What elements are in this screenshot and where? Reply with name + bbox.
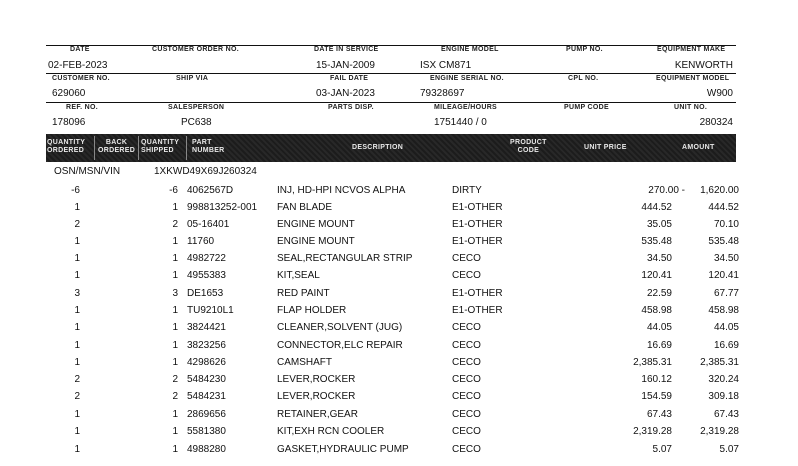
cell-price: 22.59 bbox=[646, 288, 672, 299]
table-row bbox=[0, 288, 798, 305]
label-ship-via: SHIP VIA bbox=[176, 75, 209, 82]
cell-shipped: 1 bbox=[172, 426, 178, 437]
cell-price: 444.52 bbox=[641, 202, 672, 213]
cell-shipped: 2 bbox=[172, 374, 178, 385]
cell-part: 2869656 bbox=[187, 409, 226, 420]
cell-desc: CLEANER,SOLVENT (JUG) bbox=[277, 322, 403, 333]
cell-shipped: 1 bbox=[172, 270, 178, 281]
col-qty-shipped bbox=[141, 139, 179, 155]
col-unit-price: UNIT PRICE bbox=[584, 144, 627, 151]
cell-part: 11760 bbox=[187, 236, 215, 247]
cell-part: 4955383 bbox=[187, 270, 226, 281]
table-row bbox=[0, 340, 798, 357]
cell-qty: 1 bbox=[74, 305, 80, 316]
value-salesperson: PC638 bbox=[181, 117, 212, 128]
header-rule-2 bbox=[46, 73, 736, 74]
cell-qty: 3 bbox=[74, 288, 80, 299]
label-fail-date: FAIL DATE bbox=[330, 75, 369, 82]
header-rule-3 bbox=[46, 102, 736, 103]
cell-qty: 1 bbox=[74, 236, 80, 247]
col-divider bbox=[186, 136, 187, 160]
col-back-ordered-line1: BACK bbox=[105, 139, 128, 146]
header-rule-1 bbox=[46, 45, 736, 46]
cell-part: 5484230 bbox=[187, 374, 226, 385]
column-header-bar bbox=[46, 134, 736, 162]
cell-qty: 1 bbox=[74, 270, 80, 281]
value-fail-date: 03-JAN-2023 bbox=[316, 88, 375, 99]
cell-qty: 1 bbox=[74, 444, 80, 455]
cell-amount: 444.52 bbox=[708, 202, 739, 213]
cell-desc: RED PAINT bbox=[277, 288, 330, 299]
cell-shipped: 1 bbox=[172, 409, 178, 420]
cell-part: 4982722 bbox=[187, 253, 226, 264]
table-row bbox=[0, 219, 798, 236]
value-date: 02-FEB-2023 bbox=[48, 60, 108, 71]
cell-code: E1-OTHER bbox=[452, 236, 503, 247]
cell-code: E1-OTHER bbox=[452, 288, 503, 299]
cell-code: CECO bbox=[452, 340, 481, 351]
cell-amount: 320.24 bbox=[708, 374, 739, 385]
cell-shipped: 1 bbox=[172, 305, 178, 316]
label-date: DATE bbox=[70, 46, 90, 53]
table-row bbox=[0, 305, 798, 322]
cell-code: CECO bbox=[452, 444, 481, 455]
cell-amount: 5.07 bbox=[719, 444, 739, 455]
value-ref-no: 178096 bbox=[52, 117, 86, 128]
value-customer-no: 629060 bbox=[52, 88, 86, 99]
cell-shipped: 2 bbox=[172, 391, 178, 402]
cell-desc: KIT,SEAL bbox=[277, 270, 320, 281]
cell-shipped: 1 bbox=[172, 357, 178, 368]
cell-qty: 1 bbox=[74, 322, 80, 333]
table-row bbox=[0, 202, 798, 219]
value-engine-serial: 79328697 bbox=[420, 88, 465, 99]
col-part-number-line2: NUMBER bbox=[192, 147, 225, 154]
cell-desc: KIT,EXH RCN COOLER bbox=[277, 426, 385, 437]
cell-amount: 34.50 bbox=[713, 253, 739, 264]
cell-qty: 2 bbox=[74, 219, 80, 230]
label-unit-no: UNIT NO. bbox=[674, 104, 708, 111]
cell-price: 270.00 - bbox=[648, 185, 685, 196]
cell-part: 3823256 bbox=[187, 340, 226, 351]
value-mileage: 1751440 / 0 bbox=[434, 117, 487, 128]
value-equipment-model: W900 bbox=[706, 88, 733, 99]
cell-part: 4062567D bbox=[187, 185, 234, 196]
table-row bbox=[0, 374, 798, 391]
col-description: DESCRIPTION bbox=[352, 144, 404, 151]
cell-price: 154.59 bbox=[641, 391, 672, 402]
col-qty-ordered-line2: ORDERED bbox=[47, 147, 85, 154]
col-back-ordered-line2: ORDERED bbox=[98, 147, 136, 154]
label-equipment-make: EQUIPMENT MAKE bbox=[657, 46, 726, 53]
cell-amount: 67.43 bbox=[713, 409, 739, 420]
col-product-code-line2: CODE bbox=[517, 147, 540, 154]
cell-price: 120.41 bbox=[641, 270, 672, 281]
value-date-in-service: 15-JAN-2009 bbox=[316, 60, 375, 71]
cell-part: 4298626 bbox=[187, 357, 226, 368]
label-date-in-service: DATE IN SERVICE bbox=[314, 46, 379, 53]
value-unit-no: 280324 bbox=[699, 117, 733, 128]
cell-amount: 67.77 bbox=[713, 288, 739, 299]
cell-desc: LEVER,ROCKER bbox=[277, 374, 356, 385]
cell-amount: 458.98 bbox=[708, 305, 739, 316]
cell-shipped: 1 bbox=[172, 202, 178, 213]
cell-amount: 309.18 bbox=[708, 391, 739, 402]
cell-amount: 16.69 bbox=[713, 340, 739, 351]
cell-desc: LEVER,ROCKER bbox=[277, 391, 356, 402]
cell-code: CECO bbox=[452, 426, 481, 437]
cell-price: 35.05 bbox=[646, 219, 672, 230]
table-row bbox=[0, 444, 798, 461]
cell-desc: CAMSHAFT bbox=[277, 357, 332, 368]
vin-label: OSN/MSN/VIN bbox=[54, 166, 121, 177]
cell-code: E1-OTHER bbox=[452, 202, 503, 213]
col-qty-shipped-line1: QUANTITY bbox=[141, 139, 180, 146]
cell-price: 5.07 bbox=[652, 444, 672, 455]
cell-shipped: 1 bbox=[172, 444, 178, 455]
cell-shipped: 3 bbox=[172, 288, 178, 299]
cell-price: 67.43 bbox=[646, 409, 672, 420]
cell-price: 44.05 bbox=[646, 322, 672, 333]
cell-shipped: 1 bbox=[172, 253, 178, 264]
table-row bbox=[0, 426, 798, 443]
vin-value: 1XKWD49X69J260324 bbox=[154, 166, 257, 177]
cell-desc: GASKET,HYDRAULIC PUMP bbox=[277, 444, 409, 455]
table-row bbox=[0, 357, 798, 374]
cell-part: 05-16401 bbox=[187, 219, 230, 230]
col-qty-shipped-line2: SHIPPED bbox=[141, 147, 174, 154]
cell-desc: FAN BLADE bbox=[277, 202, 333, 213]
label-engine-serial: ENGINE SERIAL NO. bbox=[430, 75, 504, 82]
cell-code: CECO bbox=[452, 357, 481, 368]
cell-code: CECO bbox=[452, 322, 481, 333]
table-row bbox=[0, 270, 798, 287]
cell-qty: -6 bbox=[71, 185, 80, 196]
cell-code: CECO bbox=[452, 270, 481, 281]
cell-qty: 1 bbox=[74, 426, 80, 437]
col-qty-ordered bbox=[47, 139, 85, 155]
label-engine-model: ENGINE MODEL bbox=[441, 46, 499, 53]
cell-qty: 2 bbox=[74, 374, 80, 385]
cell-code: E1-OTHER bbox=[452, 219, 503, 230]
cell-desc: INJ, HD-HPI NCVOS ALPHA bbox=[277, 185, 406, 196]
label-customer-no: CUSTOMER NO. bbox=[52, 75, 110, 82]
cell-qty: 1 bbox=[74, 340, 80, 351]
table-row bbox=[0, 391, 798, 408]
table-row bbox=[0, 253, 798, 270]
cell-part: 998813252-001 bbox=[187, 202, 258, 213]
cell-price: 160.12 bbox=[641, 374, 672, 385]
col-divider bbox=[94, 136, 95, 160]
cell-part: DE1653 bbox=[187, 288, 224, 299]
col-qty-ordered-line1: QUANTITY bbox=[47, 139, 86, 146]
cell-price: 2,385.31 bbox=[633, 357, 672, 368]
col-amount: AMOUNT bbox=[682, 144, 715, 151]
cell-code: E1-OTHER bbox=[452, 305, 503, 316]
cell-qty: 1 bbox=[74, 357, 80, 368]
label-ref-no: REF. NO. bbox=[66, 104, 98, 111]
cell-amount: 120.41 bbox=[708, 270, 739, 281]
table-row bbox=[0, 409, 798, 426]
cell-qty: 1 bbox=[74, 202, 80, 213]
table-row bbox=[0, 236, 798, 253]
table-row bbox=[0, 185, 798, 202]
cell-part: 3824421 bbox=[187, 322, 226, 333]
cell-qty: 1 bbox=[74, 253, 80, 264]
cell-part: TU9210L1 bbox=[187, 305, 234, 316]
label-pump-no: PUMP NO. bbox=[566, 46, 603, 53]
cell-shipped: 1 bbox=[172, 340, 178, 351]
cell-amount: 535.48 bbox=[708, 236, 739, 247]
cell-price: 535.48 bbox=[641, 236, 672, 247]
value-equipment-make: KENWORTH bbox=[674, 60, 733, 71]
label-mileage: MILEAGE/HOURS bbox=[434, 104, 498, 111]
cell-desc: RETAINER,GEAR bbox=[277, 409, 358, 420]
table-row bbox=[0, 322, 798, 339]
label-customer-order: CUSTOMER ORDER NO. bbox=[152, 46, 239, 53]
col-divider bbox=[138, 136, 139, 160]
cell-part: 4988280 bbox=[187, 444, 226, 455]
cell-qty: 1 bbox=[74, 409, 80, 420]
cell-code: DIRTY bbox=[452, 185, 482, 196]
col-back-ordered bbox=[98, 139, 135, 155]
cell-code: CECO bbox=[452, 253, 481, 264]
cell-code: CECO bbox=[452, 374, 481, 385]
label-equipment-model: EQUIPMENT MODEL bbox=[656, 75, 730, 82]
col-part-number-line1: PART bbox=[192, 139, 212, 146]
cell-qty: 2 bbox=[74, 391, 80, 402]
cell-desc: SEAL,RECTANGULAR STRIP bbox=[277, 253, 413, 264]
cell-desc: ENGINE MOUNT bbox=[277, 219, 355, 230]
cell-price: 2,319.28 bbox=[633, 426, 672, 437]
label-salesperson: SALESPERSON bbox=[168, 104, 225, 111]
cell-desc: ENGINE MOUNT bbox=[277, 236, 355, 247]
cell-desc: FLAP HOLDER bbox=[277, 305, 347, 316]
cell-part: 5581380 bbox=[187, 426, 226, 437]
cell-shipped: 1 bbox=[172, 236, 178, 247]
label-pump-code: PUMP CODE bbox=[564, 104, 609, 111]
cell-amount: 44.05 bbox=[713, 322, 739, 333]
col-part-number bbox=[192, 139, 225, 155]
cell-part: 5484231 bbox=[187, 391, 226, 402]
cell-shipped: -6 bbox=[169, 185, 178, 196]
value-engine-model: ISX CM871 bbox=[420, 60, 472, 71]
cell-amount: 1,620.00 bbox=[700, 185, 739, 196]
cell-desc: CONNECTOR,ELC REPAIR bbox=[277, 340, 403, 351]
cell-price: 34.50 bbox=[646, 253, 672, 264]
cell-code: CECO bbox=[452, 391, 481, 402]
cell-shipped: 2 bbox=[172, 219, 178, 230]
col-product-code-line1: PRODUCT bbox=[510, 139, 547, 146]
label-parts-disp: PARTS DISP. bbox=[328, 104, 374, 111]
cell-code: CECO bbox=[452, 409, 481, 420]
col-product-code bbox=[510, 139, 547, 155]
label-cpl-no: CPL NO. bbox=[568, 75, 599, 82]
cell-amount: 70.10 bbox=[713, 219, 739, 230]
cell-amount: 2,385.31 bbox=[700, 357, 739, 368]
cell-price: 16.69 bbox=[646, 340, 672, 351]
cell-amount: 2,319.28 bbox=[700, 426, 739, 437]
cell-price: 458.98 bbox=[641, 305, 672, 316]
cell-shipped: 1 bbox=[172, 322, 178, 333]
